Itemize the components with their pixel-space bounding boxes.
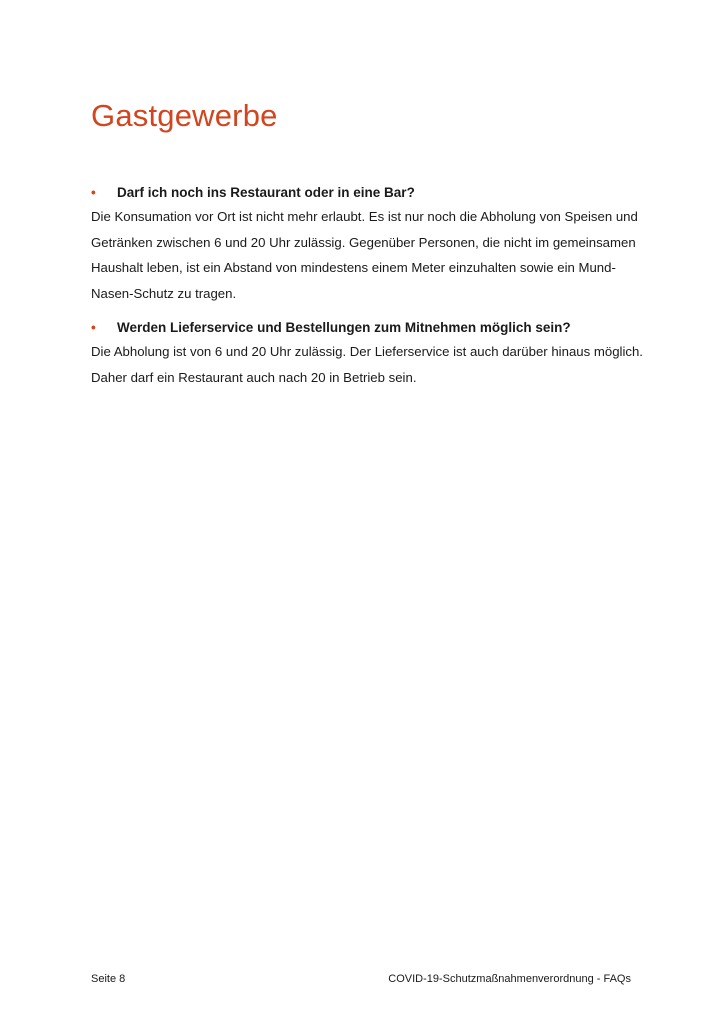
faq-question-text: Werden Lieferservice und Bestellungen zum Mitnehmen möglich sein? xyxy=(117,320,571,335)
faq-item xyxy=(91,317,651,390)
faq-question xyxy=(91,317,651,339)
footer-page-number: Seite 8 xyxy=(91,973,126,985)
faq-question xyxy=(91,182,651,204)
faq-answer: Die Abholung ist von 6 und 20 Uhr zulässig. Der Lieferservice ist auch darüber hinaus möglich. Daher darf ein Restaurant auch nach 20 in Betrieb sein. xyxy=(91,344,643,385)
bullet-icon: • xyxy=(91,320,96,335)
footer-document-name: COVID-19-Schutzmaßnahmenverordnung - FAQs xyxy=(388,973,631,985)
faq-answer: Die Konsumation vor Ort ist nicht mehr erlaubt. Es ist nur noch die Abholung von Speisen und Getränken zwischen 6 und 20 Uhr zulässig. Gegenüber Personen, die nicht im gemeinsamen Haushalt leben, ist ein Abstand von mindestens einem Meter einzuhalten sowie ein Mund-Nasen-Schutz zu tragen. xyxy=(91,209,638,301)
faq-question-text: Darf ich noch ins Restaurant oder in eine Bar? xyxy=(117,185,415,200)
page-title: Gastgewerbe xyxy=(91,98,278,133)
bullet-icon: • xyxy=(91,185,96,200)
faq-item xyxy=(91,182,651,306)
